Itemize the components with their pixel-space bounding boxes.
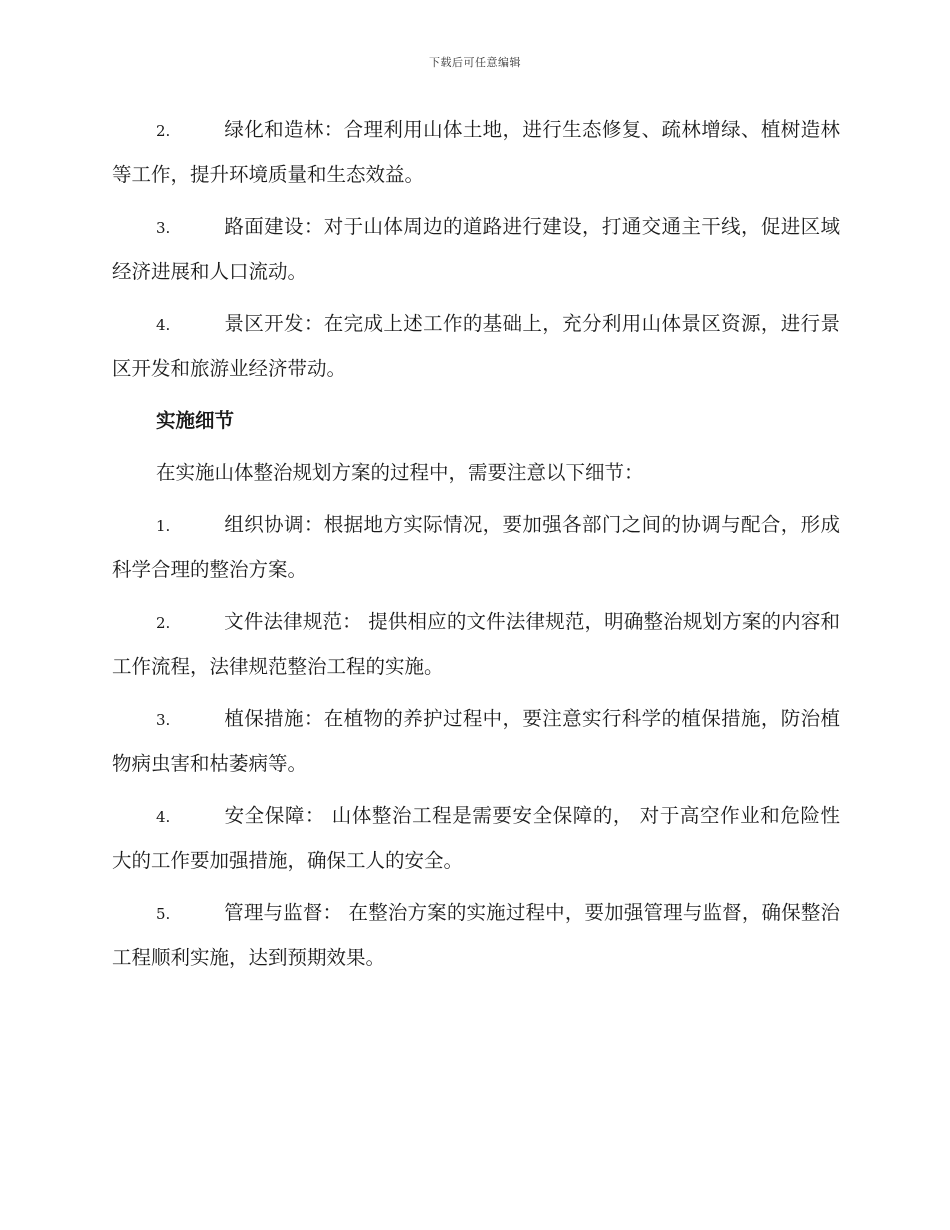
list-item [112, 794, 840, 883]
list-item-text: 安全保障： 山体整治工程是需要安全保障的， 对于高空作业和危险性大的工作要加强措施，确保工人的安全。 [112, 804, 840, 872]
list-item-text: 文件法律规范： 提供相应的文件法律规范，明确整治规划方案的内容和工作流程，法律规范整治工程的实施。 [112, 610, 840, 678]
list-item-number: 3. [156, 219, 171, 237]
list-item-text: 路面建设：对于山体周边的道路进行建设，打通交通主干线，促进区域经济进展和人口流动。 [112, 215, 840, 283]
list-item [112, 503, 840, 592]
list-item-number: 2. [156, 614, 171, 632]
list-item-number: 2. [156, 122, 171, 140]
list-item-number: 4. [156, 808, 171, 826]
list-item [112, 891, 840, 980]
page-header: 下载后可任意编辑 [429, 56, 521, 69]
list-item-text: 绿化和造林：合理利用山体土地，进行生态修复、疏林增绿、植树造林等工作，提升环境质量和生态效益。 [112, 118, 840, 186]
list-item-text: 景区开发：在完成上述工作的基础上，充分利用山体景区资源，进行景区开发和旅游业经济带动。 [112, 312, 840, 380]
list-item [112, 108, 840, 197]
list-item-text: 植保措施：在植物的养护过程中，要注意实行科学的植保措施，防治植物病虫害和枯萎病等。 [112, 707, 840, 775]
list-item-number: 5. [156, 905, 171, 923]
list-item [112, 205, 840, 294]
list-item-number: 3. [156, 711, 171, 729]
section-heading: 实施细节 [156, 409, 235, 432]
list-item [112, 697, 840, 786]
document-body [112, 108, 840, 988]
section-intro: 在实施山体整治规划方案的过程中，需要注意以下细节： [156, 461, 644, 484]
list-item-number: 1. [156, 517, 171, 535]
list-item-text: 组织协调：根据地方实际情况，要加强各部门之间的协调与配合，形成科学合理的整治方案。 [112, 513, 840, 581]
list-item-text: 管理与监督： 在整治方案的实施过程中，要加强管理与监督，确保整治工程顺利实施，达到预期效果。 [112, 901, 840, 969]
list-item [112, 600, 840, 689]
list-item-number: 4. [156, 316, 171, 334]
list-item [112, 302, 840, 391]
